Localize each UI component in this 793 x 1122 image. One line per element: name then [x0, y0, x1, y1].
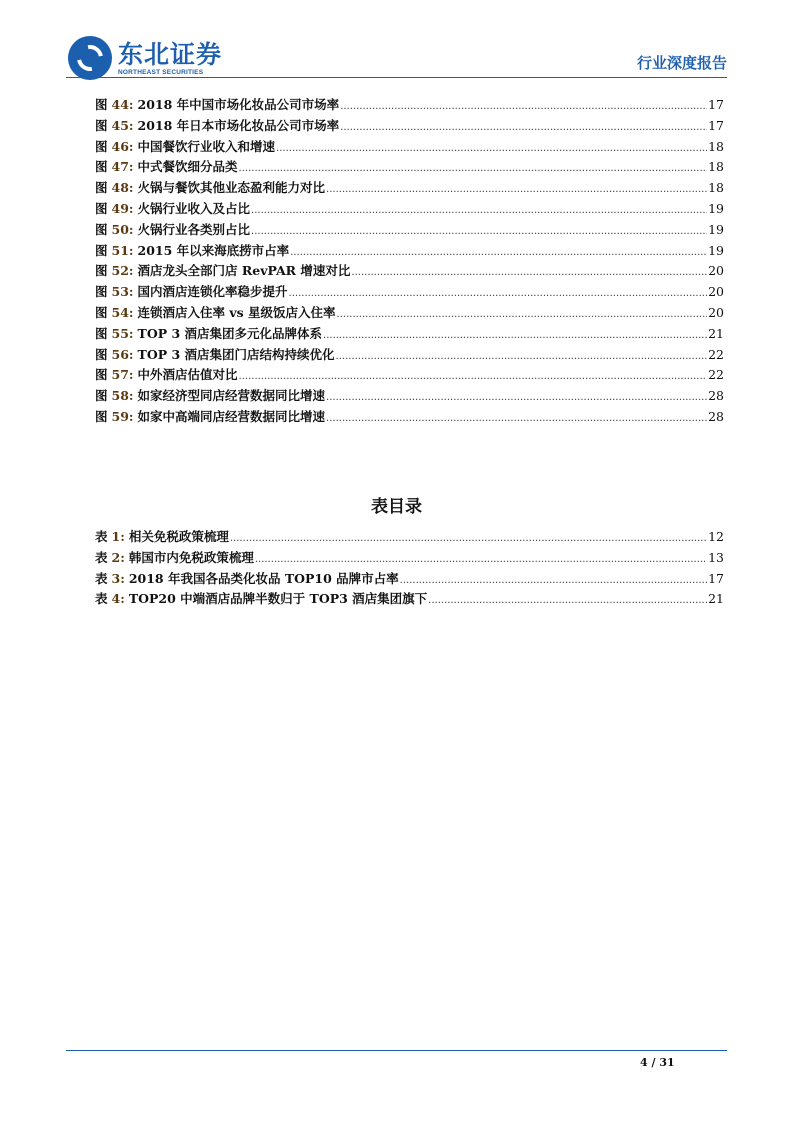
leader-dots — [428, 595, 707, 606]
entry-title[interactable]: 中国餐饮行业收入和增速 — [137, 138, 276, 154]
toc-entry[interactable] — [95, 589, 724, 610]
company-logo — [68, 36, 222, 80]
leader-dots — [340, 101, 707, 112]
entry-number: 59: — [111, 408, 134, 424]
leader-dots — [326, 413, 707, 424]
entry-title[interactable]: TOP20 中端酒店品牌半数归于 TOP3 酒店集团旗下 — [128, 591, 428, 607]
page-number: 4 / 31 — [640, 1056, 675, 1069]
entry-page: 20 — [708, 304, 724, 320]
entry-page: 22 — [708, 367, 724, 383]
leader-dots — [239, 163, 708, 174]
entry-number: 52: — [111, 263, 134, 279]
entry-page: 18 — [708, 159, 724, 175]
entry-prefix: 图 — [95, 408, 108, 424]
entry-page: 28 — [708, 408, 724, 424]
entry-page: 18 — [708, 180, 724, 196]
toc-entry[interactable] — [95, 303, 724, 324]
entry-title[interactable]: 2018 年日本市场化妆品公司市场率 — [137, 117, 340, 133]
entry-title[interactable]: 相关免税政策梳理 — [128, 529, 229, 544]
entry-page: 19 — [708, 221, 724, 237]
toc-entry[interactable] — [95, 365, 724, 386]
entry-number: 55: — [111, 325, 134, 341]
entry-number: 3: — [111, 570, 125, 586]
entry-prefix: 图 — [95, 346, 108, 362]
entry-page: 17 — [708, 117, 724, 133]
entry-number: 51: — [111, 242, 134, 258]
toc-entry[interactable] — [95, 95, 724, 116]
entry-number: 1: — [111, 529, 125, 544]
entry-title[interactable]: 如家中高端同店经营数据同比增速 — [137, 408, 326, 424]
entry-prefix: 图 — [95, 138, 108, 154]
entry-title[interactable]: 2018 年我国各品类化妆品 TOP10 品牌市占率 — [128, 570, 399, 586]
entry-number: 4: — [111, 591, 125, 607]
entry-title[interactable]: 如家经济型同店经营数据同比增速 — [137, 388, 326, 404]
toc-entry[interactable] — [95, 324, 724, 345]
leader-dots — [251, 226, 707, 237]
entry-number: 48: — [111, 180, 134, 196]
entry-title[interactable]: 韩国市内免税政策梳理 — [128, 549, 254, 565]
entry-page: 17 — [708, 97, 724, 112]
entry-prefix: 图 — [95, 242, 108, 258]
entry-title[interactable]: 酒店龙头全部门店 RevPAR 增速对比 — [137, 263, 351, 279]
entry-title[interactable]: 连锁酒店入住率 vs 星级饭店入住率 — [137, 304, 336, 320]
entry-prefix: 图 — [95, 284, 108, 300]
entry-prefix: 图 — [95, 304, 108, 320]
entry-number: 50: — [111, 221, 134, 237]
logo-en: NORTHEAST SECURITIES — [118, 68, 204, 76]
toc-entry[interactable] — [95, 386, 724, 407]
entry-number: 47: — [111, 159, 134, 175]
entry-number: 46: — [111, 138, 134, 154]
entry-prefix: 图 — [95, 367, 108, 383]
figure-list — [95, 95, 724, 428]
leader-dots — [323, 330, 707, 341]
toc-entry[interactable] — [95, 157, 724, 178]
entry-title[interactable]: 国内酒店连锁化率稳步提升 — [137, 284, 288, 300]
leader-dots — [326, 184, 707, 195]
entry-page: 17 — [708, 570, 724, 586]
toc-entry[interactable] — [95, 407, 724, 428]
entry-prefix: 图 — [95, 325, 108, 341]
leader-dots — [336, 351, 708, 362]
entry-title[interactable]: 中外酒店估值对比 — [137, 367, 238, 383]
entry-title[interactable]: TOP 3 酒店集团门店结构持续优化 — [137, 346, 335, 362]
entry-title[interactable]: 2018 年中国市场化妆品公司市场率 — [137, 97, 340, 112]
logo-cn: 东北证券 — [118, 39, 223, 69]
entry-number: 2: — [111, 549, 125, 565]
entry-page: 20 — [708, 284, 724, 300]
entry-prefix: 图 — [95, 221, 108, 237]
leader-dots — [340, 122, 707, 133]
table-list — [95, 527, 724, 610]
entry-page: 20 — [708, 263, 724, 279]
entry-title[interactable]: 火锅行业收入及占比 — [137, 200, 251, 216]
toc-entry[interactable] — [95, 137, 724, 158]
entry-prefix: 图 — [95, 200, 108, 216]
toc-entry[interactable] — [95, 199, 724, 220]
entry-number: 44: — [111, 97, 134, 112]
leader-dots — [230, 533, 707, 544]
entry-prefix: 图 — [95, 180, 108, 196]
entry-page: 18 — [708, 138, 724, 154]
leader-dots — [400, 575, 707, 586]
entry-title[interactable]: 火锅与餐饮其他业态盈利能力对比 — [137, 180, 326, 196]
entry-title[interactable]: 火锅行业各类别占比 — [137, 221, 251, 237]
entry-number: 49: — [111, 200, 134, 216]
toc-entry[interactable] — [95, 569, 724, 590]
toc-entry[interactable] — [95, 220, 724, 241]
leader-dots — [239, 371, 708, 382]
leader-dots — [276, 143, 707, 154]
toc-entry[interactable] — [95, 345, 724, 366]
entry-prefix: 表 — [95, 529, 108, 544]
entry-prefix: 图 — [95, 117, 108, 133]
entry-prefix: 图 — [95, 388, 108, 404]
logo-icon — [68, 36, 112, 80]
header-divider — [66, 77, 727, 78]
leader-dots — [326, 392, 707, 403]
leader-dots — [255, 554, 707, 565]
entry-prefix: 表 — [95, 549, 108, 565]
report-type: 行业深度报告 — [636, 54, 727, 72]
entry-title[interactable]: 中式餐饮细分品类 — [137, 159, 238, 175]
leader-dots — [290, 247, 707, 258]
entry-page: 19 — [708, 200, 724, 216]
entry-number: 56: — [111, 346, 134, 362]
entry-page: 19 — [708, 242, 724, 258]
toc-entry[interactable] — [95, 116, 724, 137]
footer-divider — [66, 1050, 727, 1051]
entry-prefix: 表 — [95, 591, 108, 607]
toc-entry[interactable] — [95, 261, 724, 282]
toc-entry[interactable] — [95, 241, 724, 262]
leader-dots — [337, 309, 708, 320]
entry-page: 21 — [708, 591, 724, 607]
entry-page: 22 — [708, 346, 724, 362]
leader-dots — [351, 267, 707, 278]
entry-prefix: 图 — [95, 97, 108, 112]
leader-dots — [289, 288, 708, 299]
toc-entry[interactable] — [95, 548, 724, 569]
entry-page: 28 — [708, 388, 724, 404]
entry-number: 58: — [111, 388, 134, 404]
entry-number: 54: — [111, 304, 134, 320]
entry-page: 21 — [708, 325, 724, 341]
entry-number: 57: — [111, 367, 134, 383]
entry-prefix: 图 — [95, 263, 108, 279]
leader-dots — [251, 205, 707, 216]
entry-title[interactable]: TOP 3 酒店集团多元化品牌体系 — [137, 325, 323, 341]
entry-page: 13 — [708, 549, 724, 565]
tables-heading: 表目录 — [371, 497, 422, 517]
entry-number: 45: — [111, 117, 134, 133]
entry-page: 12 — [708, 529, 724, 544]
entry-prefix: 表 — [95, 570, 108, 586]
toc-entry[interactable] — [95, 282, 724, 303]
entry-prefix: 图 — [95, 159, 108, 175]
entry-title[interactable]: 2015 年以来海底捞市占率 — [137, 242, 290, 258]
toc-entry[interactable] — [95, 178, 724, 199]
entry-number: 53: — [111, 284, 134, 300]
toc-entry[interactable] — [95, 527, 724, 548]
